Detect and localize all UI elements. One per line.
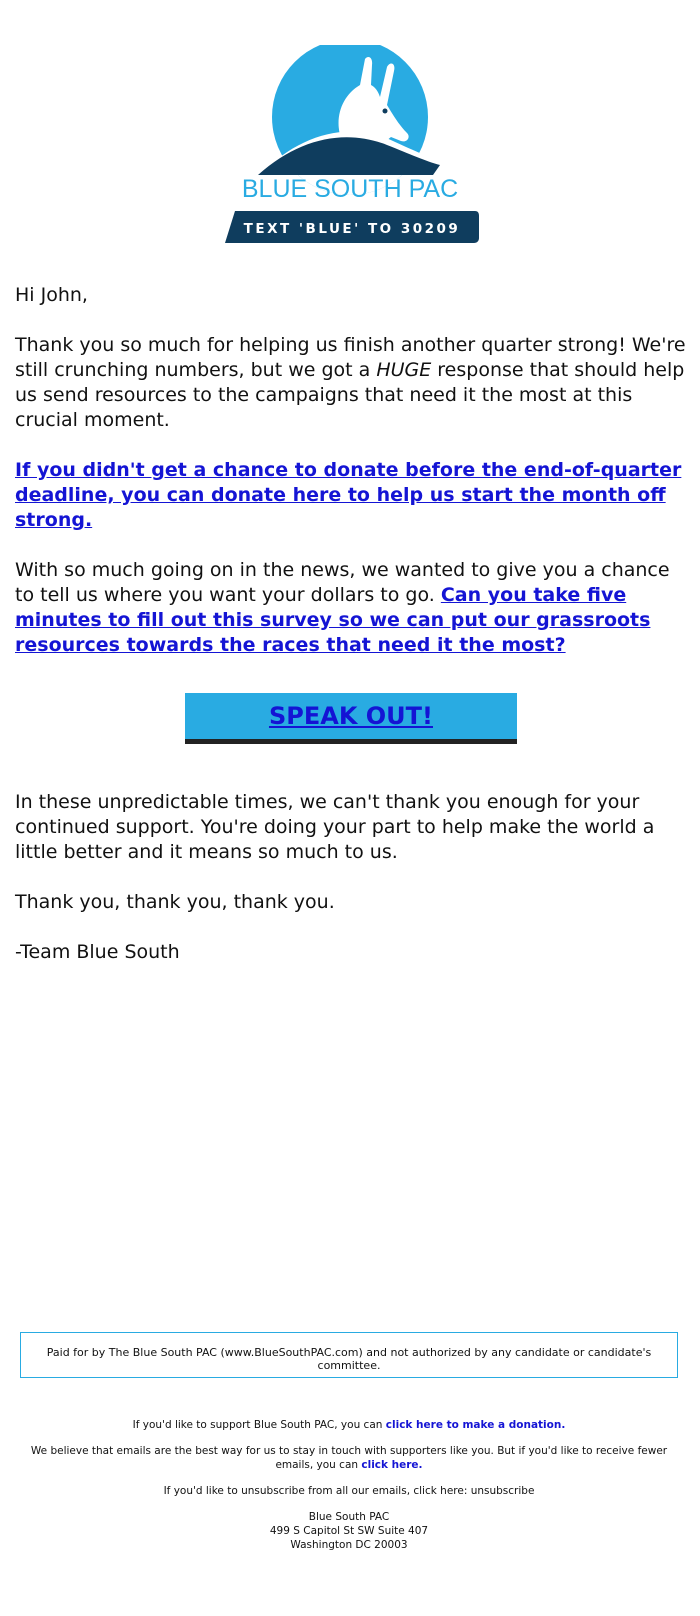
donkey-logo-icon [215, 45, 485, 245]
footer-donation-link[interactable]: click here to make a donation. [385, 1419, 566, 1431]
donate-link[interactable]: If you didn't get a chance to donate before the end-of-quarter deadline, you can donate here to help us start the month off strong. [15, 459, 682, 531]
paragraph-donate [15, 458, 687, 533]
banner-text: TEXT 'BLUE' TO 30209 [243, 221, 461, 237]
paragraph-survey-text: With so much going on in the news, we wanted to give you a chance to tell us where you want your dollars to go. [15, 559, 670, 606]
address-line1: 499 S Capitol St SW Suite 407 [269, 1525, 429, 1537]
footer-support-text: If you'd like to support Blue South PAC, you can [132, 1419, 386, 1431]
signoff: -Team Blue South [15, 941, 180, 963]
unsubscribe-link[interactable]: unsubscribe [470, 1485, 535, 1497]
paragraph-support: In these unpredictable times, we can't thank you enough for your continued support. You're doing your part to help make the world a little better and it means so much to us. [15, 791, 655, 863]
footer [20, 1418, 678, 1552]
footer-support [20, 1418, 678, 1432]
footer-unsubscribe [20, 1484, 678, 1498]
address-line2: Washington DC 20003 [290, 1539, 408, 1551]
footer-fewer-emails [20, 1444, 678, 1472]
logo [0, 45, 700, 255]
paragraph-survey [15, 558, 687, 658]
paid-for-disclaimer: Paid for by The Blue South PAC (www.BlueSouthPAC.com) and not authorized by any candidate or candidate's committee. [20, 1332, 678, 1378]
footer-unsubscribe-text: If you'd like to unsubscribe from all our emails, click here: [163, 1485, 471, 1497]
footer-fewer-link[interactable]: click here. [361, 1459, 423, 1471]
greeting: Hi John, [15, 284, 88, 306]
paragraph-intro-part2: response that should help us send resources to the campaigns that need it the most at this crucial moment. [15, 359, 685, 431]
paragraph-intro-part1: Thank you so much for helping us finish another quarter strong! We're still crunching numbers, but we got a [15, 334, 686, 381]
address-name: Blue South PAC [308, 1511, 390, 1523]
footer-address [20, 1510, 678, 1552]
email-body [15, 283, 687, 990]
speak-out-button[interactable]: SPEAK OUT! [185, 693, 517, 744]
footer-fewer-text: We believe that emails are the best way for us to stay in touch with supporters like you. But if you'd like to receive fewer emails, you can [30, 1445, 668, 1471]
brand-name: BLUE SOUTH PAC [241, 175, 459, 203]
paragraph-intro [15, 333, 687, 433]
paragraph-thanks: Thank you, thank you, thank you. [15, 891, 335, 913]
cta-container [15, 693, 687, 744]
survey-link[interactable]: Can you take five minutes to fill out this survey so we can put our grassroots resources towards the races that need it the most? [15, 584, 651, 656]
emphasis-huge: HUGE [376, 359, 432, 381]
